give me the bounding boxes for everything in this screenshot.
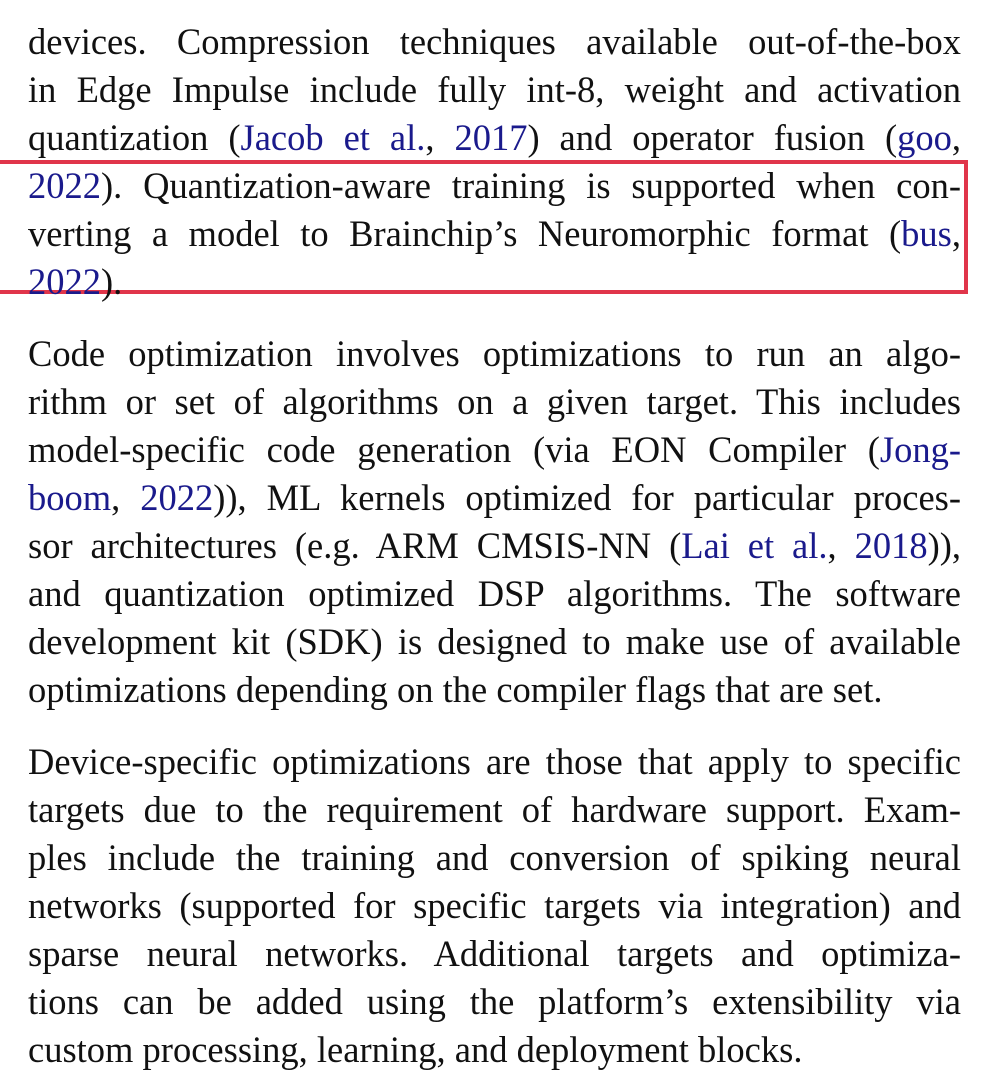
text-run: )), ML kernels optimized for particular proces-	[213, 477, 961, 518]
paragraph-2-line	[28, 522, 961, 570]
paragraph-2-line	[28, 666, 961, 714]
paragraph-3-line	[28, 738, 961, 786]
text-run: sor architectures (e.g. ARM CMSIS-NN (	[28, 525, 682, 566]
citation-link[interactable]: Jacob et al.	[240, 117, 426, 158]
text-run: ,	[111, 477, 141, 518]
text-run: optimizations depending on the compiler flags that are set.	[28, 669, 883, 710]
paragraph-3-line	[28, 786, 961, 834]
paragraph-3-line	[28, 834, 961, 882]
text-run: ples include the training and conversion of spiking neural	[28, 837, 961, 878]
paragraph-1-line	[28, 18, 961, 66]
citation-link[interactable]: goo	[897, 117, 952, 158]
text-run: Code optimization involves optimizations to run an algo-	[28, 333, 961, 374]
paragraph-3-line	[28, 1026, 961, 1074]
paragraph-3-line	[28, 882, 961, 930]
paragraph-1-line	[28, 258, 961, 306]
text-run: )),	[927, 525, 961, 566]
paragraph-3-line	[28, 978, 961, 1026]
text-run: devices. Compression techniques available out-of-the-box	[28, 21, 961, 62]
citation-link[interactable]: 2022	[28, 261, 101, 302]
text-run: Device-specific optimizations are those that apply to specific	[28, 741, 961, 782]
text-run: networks (supported for specific targets via integration) and	[28, 885, 961, 926]
paragraph-1-line	[28, 162, 961, 210]
text-run: ).	[101, 261, 123, 302]
citation-link[interactable]: bus	[901, 213, 952, 254]
paragraph-2-line	[28, 426, 961, 474]
text-run: model-specific code generation (via EON Compiler (	[28, 429, 880, 470]
text-run: ,	[951, 117, 961, 158]
text-run: tions can be added using the platform’s extensibility via	[28, 981, 961, 1022]
text-run: sparse neural networks. Additional targets and optimiza-	[28, 933, 961, 974]
text-run: ). Quantization-aware training is supported when con-	[101, 165, 961, 206]
citation-link[interactable]: 2022	[140, 477, 214, 518]
text-run: in Edge Impulse include fully int-8, weight and activation	[28, 69, 961, 110]
text-run: custom processing, learning, and deployment blocks.	[28, 1029, 803, 1070]
paragraph-2-line	[28, 618, 961, 666]
paragraph-1-line	[28, 66, 961, 114]
text-run: ,	[827, 525, 855, 566]
paragraph-2-line	[28, 474, 961, 522]
text-run: ,	[425, 117, 455, 158]
citation-link[interactable]: Lai et al.	[681, 525, 828, 566]
text-run: verting a model to Brainchip’s Neuromorphic format (	[28, 213, 902, 254]
text-run: ,	[951, 213, 961, 254]
citation-link[interactable]: Jong-	[879, 429, 961, 470]
text-run: quantization (	[28, 117, 241, 158]
citation-link[interactable]: boom	[28, 477, 112, 518]
text-run: rithm or set of algorithms on a given target. This includes	[28, 381, 961, 422]
text-run: development kit (SDK) is designed to make use of available	[28, 621, 961, 662]
paragraph-2-line	[28, 378, 961, 426]
citation-link[interactable]: 2017	[454, 117, 528, 158]
text-run: targets due to the requirement of hardware support. Exam-	[28, 789, 961, 830]
text-run: and quantization optimized DSP algorithms. The software	[28, 573, 961, 614]
paragraph-3-line	[28, 930, 961, 978]
paragraph-2-line	[28, 570, 961, 618]
text-run: ) and operator fusion (	[527, 117, 898, 158]
paragraph-1-line	[28, 114, 961, 162]
paragraph-1-line	[28, 210, 961, 258]
citation-link[interactable]: 2018	[854, 525, 928, 566]
citation-link[interactable]: 2022	[28, 165, 101, 206]
paragraph-2-line	[28, 330, 961, 378]
